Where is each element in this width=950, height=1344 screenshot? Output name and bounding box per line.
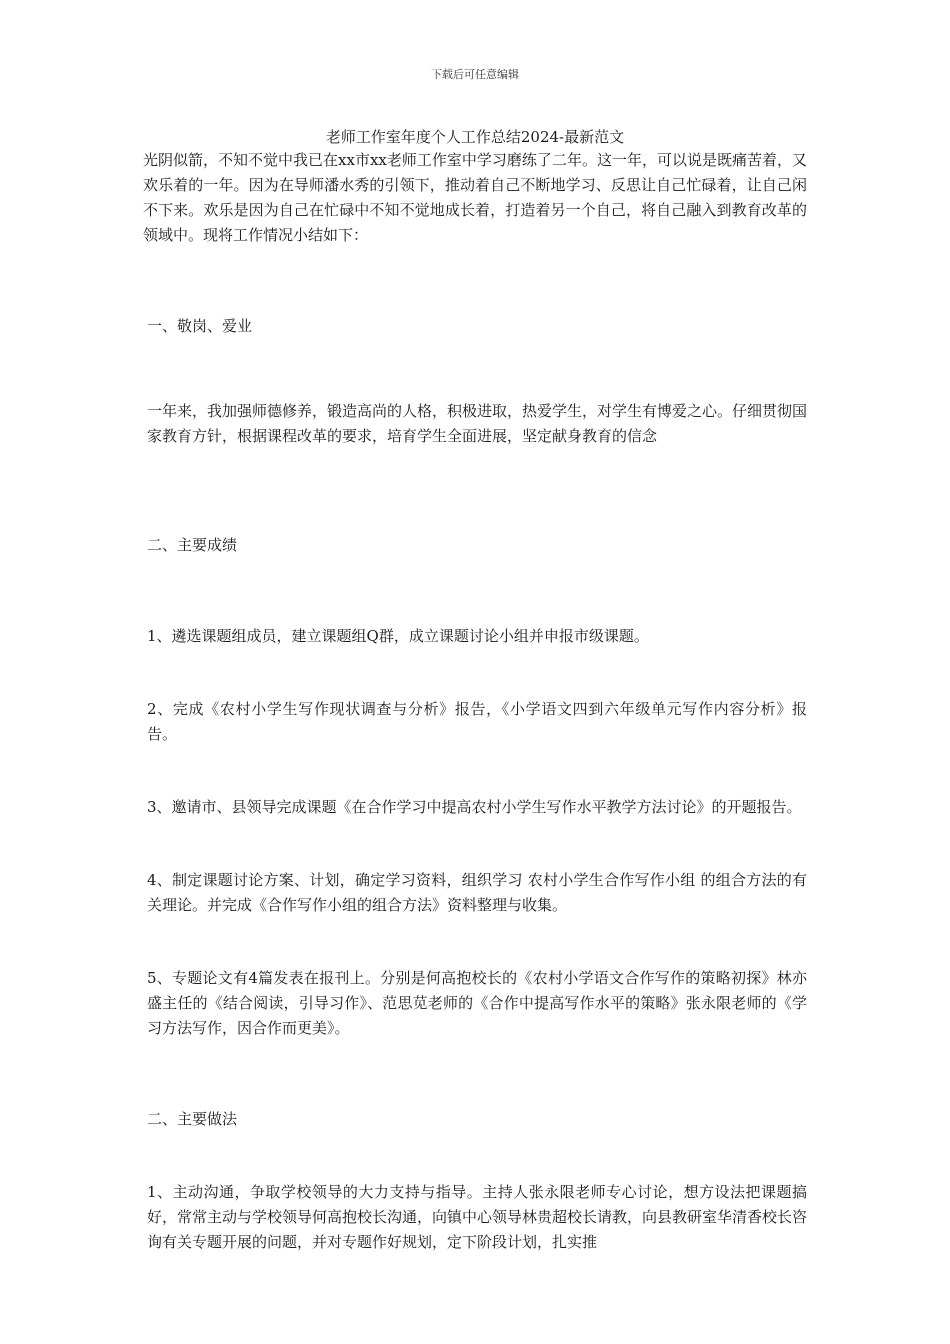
list-item: 4、制定课题讨论方案、计划，确定学习资料，组织学习 农村小学生合作写作小组 的组合方法的有关理论。并完成《合作写作小组的组合方法》资料整理与收集。 — [147, 871, 807, 914]
section-3-paragraph: 1、主动沟通，争取学校领导的大力支持与指导。主持人张永限老师专心讨论，想方设法把课题搞好，常常主动与学校领导何高抱校长沟通，向镇中心领导林贵超校长请教，向县教研室华清香校长咨询有关专题开展的问题，并对专题作好规划，定下阶段计划，扎实推 — [147, 1183, 808, 1251]
list-item: 3、邀请市、县领导完成课题《在合作学习中提高农村小学生写作水平教学方法讨论》的开题报告。 — [147, 798, 802, 816]
section-heading-2: 二、主要成绩 — [147, 536, 238, 554]
header-note: 下载后可任意编辑 — [431, 68, 519, 81]
section-heading-1: 一、敬岗、爱业 — [147, 317, 253, 335]
intro-paragraph: 光阴似箭，不知不觉中我已在xx市xx老师工作室中学习磨练了二年。这一年，可以说是既痛苦着，又欢乐着的一年。因为在导师潘水秀的引领下，推动着自己不断地学习、反思让自己忙碌着，让自己闲不下来。欢乐是因为自己在忙碌中不知不觉地成长着，打造着另一个自己，将自己融入到教育改革的领域中。现将工作情况小结如下： — [143, 151, 807, 244]
list-item: 1、遴选课题组成员，建立课题组Q群，成立课题讨论小组并申报市级课题。 — [147, 627, 649, 645]
document-body — [143, 148, 807, 1255]
section-heading-3: 二、主要做法 — [147, 1110, 238, 1128]
section-1-paragraph: 一年来，我加强师德修养，锻造高尚的人格，积极进取，热爱学生，对学生有博爱之心。仔细贯彻国家教育方针，根据课程改革的要求，培育学生全面进展，坚定献身教育的信念 — [147, 402, 808, 445]
page-title: 老师工作室年度个人工作总结2024-最新范文 — [325, 128, 625, 146]
list-item: 5、专题论文有4篇发表在报刊上。分别是何高抱校长的《农村小学语文合作写作的策略初探》林亦盛主任的《结合阅读，引导习作》、范思苋老师的《合作中提高写作水平的策略》张永限老师的《学习方法写作，因合作而更美》。 — [147, 969, 807, 1037]
list-item: 2、完成《农村小学生写作现状调查与分析》报告，《小学语文四到六年级单元写作内容分析》报告。 — [147, 700, 807, 743]
